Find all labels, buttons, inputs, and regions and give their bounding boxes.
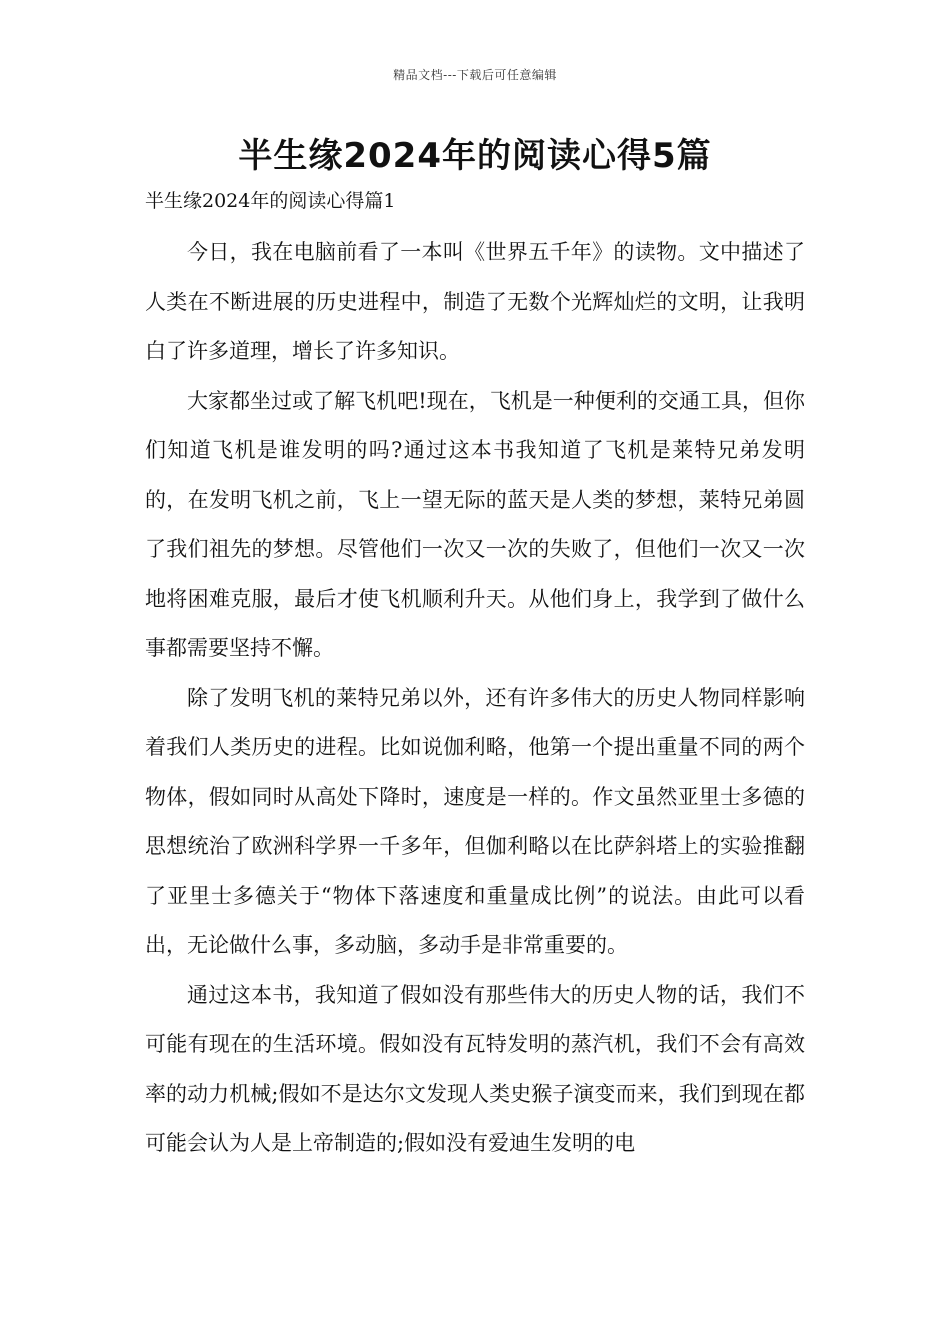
- header-note: 精品文档---下载后可任意编辑: [393, 68, 557, 82]
- document-title: 半生缘2024年的阅读心得5篇: [238, 136, 712, 176]
- section-heading: 半生缘2024年的阅读心得篇1: [145, 190, 396, 212]
- paragraph-3: 除了发明飞机的莱特兄弟以外，还有许多伟大的历史人物同样影响着我们人类历史的进程。比如说伽利略，他第一个提出重量不同的两个物体，假如同时从高处下降时，速度是一样的。作文虽然亚里士多德的思想统治了欧洲科学界一千多年，但伽利略以在比萨斜塔上的实验推翻了亚里士多德关于“物体下落速度和重量成比例”的说法。由此可以看出，无论做什么事，多动脑，多动手是非常重要的。: [145, 685, 805, 957]
- paragraph-2: 大家都坐过或了解飞机吧!现在，飞机是一种便利的交通工具，但你们知道飞机是谁发明的吗?通过这本书我知道了飞机是莱特兄弟发明的，在发明飞机之前，飞上一望无际的蓝天是人类的梦想，莱特兄弟圆了我们祖先的梦想。尽管他们一次又一次的失败了，但他们一次又一次地将困难克服，最后才使飞机顺利升天。从他们身上，我学到了做什么事都需要坚持不懈。: [145, 388, 805, 660]
- paragraph-4: 通过这本书，我知道了假如没有那些伟大的历史人物的话，我们不可能有现在的生活环境。假如没有瓦特发明的蒸汽机，我们不会有高效率的动力机械;假如不是达尔文发现人类史猴子演变而来，我们到现在都可能会认为人是上帝制造的;假如没有爱迪生发明的电: [145, 982, 805, 1155]
- paragraph-1: 今日，我在电脑前看了一本叫《世界五千年》的读物。文中描述了人类在不断进展的历史进程中，制造了无数个光辉灿烂的文明，让我明白了许多道理，增长了许多知识。: [145, 240, 805, 363]
- document-body: [145, 228, 805, 1169]
